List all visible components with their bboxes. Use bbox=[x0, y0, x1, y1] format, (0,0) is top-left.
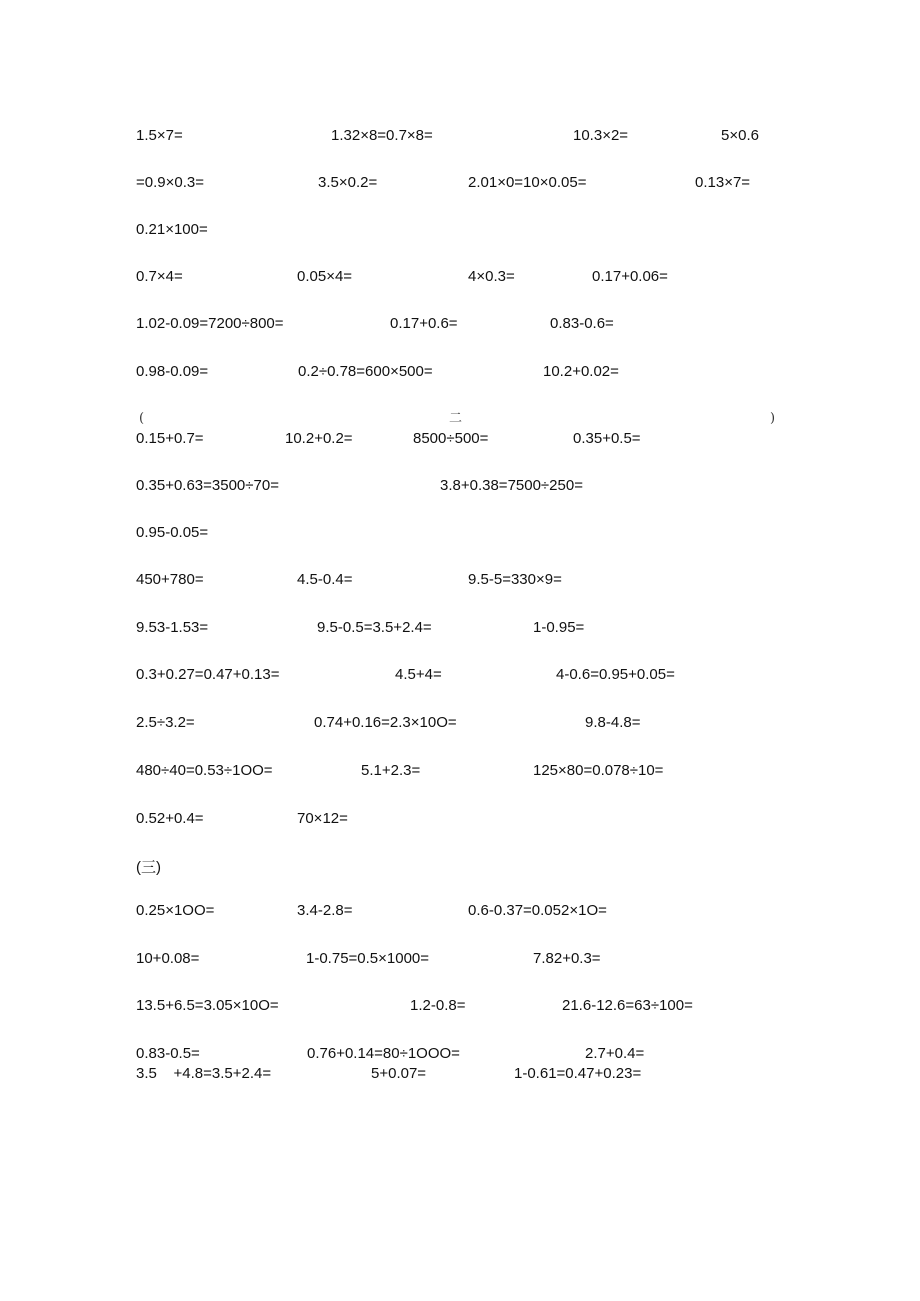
math-problem: 1.5×7= bbox=[136, 127, 183, 144]
math-problem: 3.8+0.38=7500÷250= bbox=[440, 477, 583, 494]
problem-row bbox=[0, 948, 920, 970]
problem-row bbox=[0, 760, 920, 782]
problem-row bbox=[0, 900, 920, 922]
math-problem: 0.35+0.63=3500÷70= bbox=[136, 477, 279, 494]
math-problem: 4.5-0.4= bbox=[297, 571, 353, 588]
math-problem: 0.3+0.27=0.47+0.13= bbox=[136, 666, 280, 683]
problem-row bbox=[0, 361, 920, 383]
math-problem: 2.7+0.4= bbox=[585, 1045, 645, 1062]
math-problem: 3.5×0.2= bbox=[318, 174, 378, 191]
math-problem: 0.21×100= bbox=[136, 221, 208, 238]
math-problem: 1.2-0.8= bbox=[410, 997, 466, 1014]
section-2-open-paren: ( bbox=[139, 411, 145, 426]
math-problem: 0.7×4= bbox=[136, 268, 183, 285]
math-problem: 0.35+0.5= bbox=[573, 430, 641, 447]
math-problem: 1.32×8=0.7×8= bbox=[331, 127, 433, 144]
math-problem: 450+780= bbox=[136, 571, 204, 588]
math-problem: 1.02-0.09=7200÷800= bbox=[136, 315, 284, 332]
problem-row bbox=[0, 569, 920, 591]
math-problem: 0.95-0.05= bbox=[136, 524, 209, 541]
math-problem: 0.76+0.14=80÷1OOO= bbox=[307, 1045, 460, 1062]
math-problem: 1-0.61=0.47+0.23= bbox=[514, 1065, 642, 1082]
problem-row bbox=[0, 172, 920, 194]
math-problem: 9.8-4.8= bbox=[585, 714, 641, 731]
math-problem: 4×0.3= bbox=[468, 268, 515, 285]
math-problem: 1-0.95= bbox=[533, 619, 585, 636]
problem-row bbox=[0, 664, 920, 686]
math-problem: 0.17+0.06= bbox=[592, 268, 668, 285]
problem-row bbox=[0, 712, 920, 734]
math-problem: 0.13×7= bbox=[695, 174, 751, 191]
math-problem: 0.2÷0.78=600×500= bbox=[298, 363, 433, 380]
problem-row bbox=[0, 617, 920, 639]
section-2-close-paren: ) bbox=[770, 411, 776, 426]
math-problem: =0.9×0.3= bbox=[136, 174, 204, 191]
math-problem: 10.2+0.2= bbox=[285, 430, 353, 447]
problem-row bbox=[0, 522, 920, 544]
math-problem: 13.5+6.5=3.05×10O= bbox=[136, 997, 279, 1014]
section-3-heading: (三) bbox=[136, 859, 161, 876]
math-problem: 0.52+0.4= bbox=[136, 810, 204, 827]
math-problem: 0.83-0.6= bbox=[550, 315, 614, 332]
math-problem: 5.1+2.3= bbox=[361, 762, 421, 779]
problem-row bbox=[0, 313, 920, 335]
math-problem: 10.3×2= bbox=[573, 127, 629, 144]
math-problem: 4-0.6=0.95+0.05= bbox=[556, 666, 675, 683]
problem-row bbox=[0, 428, 920, 450]
math-problem: 70×12= bbox=[297, 810, 348, 827]
math-problem: 0.17+0.6= bbox=[390, 315, 458, 332]
math-problem: 2.5÷3.2= bbox=[136, 714, 195, 731]
math-problem: 7.82+0.3= bbox=[533, 950, 601, 967]
section-2-heading: 二 bbox=[449, 411, 463, 426]
math-problem: 10.2+0.02= bbox=[543, 363, 619, 380]
math-problem: 0.6-0.37=0.052×1O= bbox=[468, 902, 607, 919]
math-problem: 21.6-12.6=63÷100= bbox=[562, 997, 693, 1014]
math-problem: 0.98-0.09= bbox=[136, 363, 209, 380]
math-problem: 4.5+4= bbox=[395, 666, 442, 683]
problem-row bbox=[0, 995, 920, 1017]
math-problem: 5+0.07= bbox=[371, 1065, 427, 1082]
problem-row bbox=[0, 808, 920, 830]
math-problem: 0.74+0.16=2.3×10O= bbox=[314, 714, 457, 731]
math-problem: 480÷40=0.53÷1OO= bbox=[136, 762, 273, 779]
math-problem: 8500÷500= bbox=[413, 430, 489, 447]
problem-row bbox=[0, 475, 920, 497]
math-problem: 125×80=0.078÷10= bbox=[533, 762, 664, 779]
math-problem: 0.25×1OO= bbox=[136, 902, 215, 919]
math-problem: 0.05×4= bbox=[297, 268, 353, 285]
math-problem: 3.5 +4.8=3.5+2.4= bbox=[136, 1065, 272, 1082]
math-problem: 5×0.6 bbox=[721, 127, 759, 144]
math-problem: 10+0.08= bbox=[136, 950, 200, 967]
math-problem: 9.5-5=330×9= bbox=[468, 571, 562, 588]
math-problem: 3.4-2.8= bbox=[297, 902, 353, 919]
math-problem: 9.53-1.53= bbox=[136, 619, 209, 636]
math-problem: 1-0.75=0.5×1000= bbox=[306, 950, 430, 967]
problem-row bbox=[0, 219, 920, 241]
math-problem: 0.15+0.7= bbox=[136, 430, 204, 447]
math-problem: 2.01×0=10×0.05= bbox=[468, 174, 587, 191]
problem-row bbox=[0, 1063, 920, 1085]
problem-row bbox=[0, 266, 920, 288]
math-problem: 9.5-0.5=3.5+2.4= bbox=[317, 619, 432, 636]
problem-row bbox=[0, 125, 920, 147]
problem-row bbox=[0, 1043, 920, 1065]
math-problem: 0.83-0.5= bbox=[136, 1045, 200, 1062]
